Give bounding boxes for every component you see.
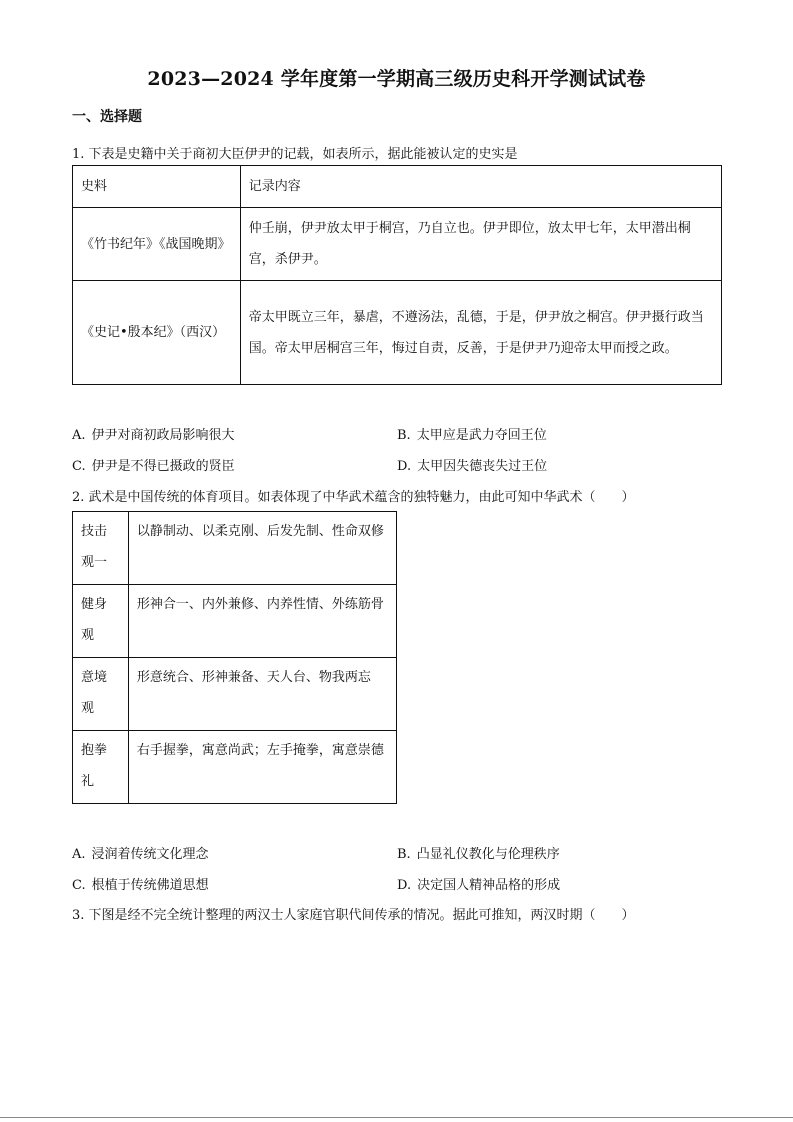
option-text: 决定国人精神品格的形成 [417,878,561,893]
table-row [73,512,397,585]
table-header-cell: 记录内容 [240,166,721,208]
option-letter: C. [72,459,86,474]
question-2-option-b[interactable] [397,843,560,862]
option-letter: A. [72,847,86,862]
option-letter: B. [397,428,411,443]
option-text: 浸润着传统文化理念 [91,847,209,862]
page-title: 2023—2024 学年度第一学期高三级历史科开学测试试卷 [147,68,646,90]
table-cell-content: 形意统合、形神兼备、天人台、物我两忘 [128,658,396,731]
question-2-option-c[interactable] [72,874,209,893]
option-letter: B. [397,847,411,862]
question-2-option-a[interactable] [72,843,209,862]
option-text: 太甲因失德丧失过王位 [417,459,548,474]
option-letter: D. [397,878,412,893]
table-row [73,585,397,658]
question-1-table [72,165,722,385]
option-text: 太甲应是武力夺回王位 [416,428,547,443]
section-heading: 一、选择题 [72,109,142,125]
table-header-cell: 史料 [73,166,241,208]
table-cell-content: 仲壬崩，伊尹放太甲于桐宫，乃自立也。伊尹即位，放太甲七年，太甲潜出桐宫，杀伊尹。 [240,208,721,281]
table-cell-source: 《竹书纪年》《战国晚期》 [73,208,241,281]
table-row [73,731,397,804]
table-cell-source: 《史记•殷本纪》（西汉） [73,281,241,385]
table-cell-content: 帝太甲既立三年，暴虐，不遵汤法，乱德，于是，伊尹放之桐宫。伊尹摄行政当国。帝太甲居桐宫三年，悔过自责，反善，于是伊尹乃迎帝太甲而授之政。 [240,281,721,385]
option-letter: C. [72,878,86,893]
table-cell-label: 意境观 [73,658,129,731]
question-2-option-d[interactable] [397,874,560,893]
table-cell-label: 抱拳礼 [73,731,129,804]
question-1-option-b[interactable] [397,424,547,443]
question-1-stem: 1. 下表是史籍中关于商初大臣伊尹的记载，如表所示，据此能被认定的史实是 [72,147,518,162]
page-bottom-divider [0,1117,793,1118]
table-cell-label: 健身观 [73,585,129,658]
table-row [73,281,722,385]
question-3-stem: 3. 下图是经不完全统计整理的两汉士人家庭官职代间传承的情况。据此可推知，两汉时期（ ） [72,908,635,923]
question-1-option-c[interactable] [72,455,235,474]
question-2-table [72,511,397,804]
option-text: 根植于传统佛道思想 [91,878,209,893]
option-letter: D. [397,459,412,474]
table-header-row [73,166,722,208]
table-cell-content: 以静制动、以柔克刚、后发先制、性命双修 [128,512,396,585]
question-2-stem: 2. 武术是中国传统的体育项目。如表体现了中华武术蕴含的独特魅力，由此可知中华武术（ ） [72,490,635,505]
option-text: 伊尹是不得已摄政的贤臣 [91,459,235,474]
question-1-option-a[interactable] [72,424,235,443]
option-text: 凸显礼仪教化与伦理秩序 [416,847,560,862]
question-1-option-d[interactable] [397,455,547,474]
table-cell-content: 右手握拳，寓意尚武；左手掩拳，寓意崇德 [128,731,396,804]
table-cell-content: 形神合一、内外兼修、内养性情、外练筋骨 [128,585,396,658]
table-cell-label: 技击观一 [73,512,129,585]
table-row [73,208,722,281]
option-letter: A. [72,428,86,443]
option-text: 伊尹对商初政局影响很大 [91,428,235,443]
table-row [73,658,397,731]
